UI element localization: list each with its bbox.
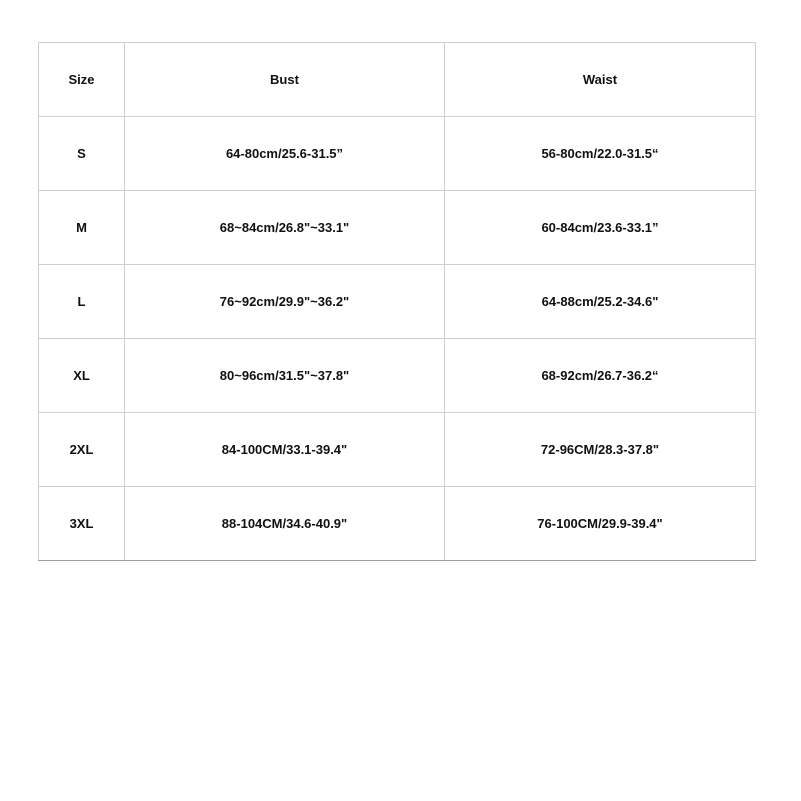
bust-cell: 84-100CM/33.1-39.4": [125, 413, 445, 487]
waist-cell: 76-100CM/29.9-39.4": [445, 487, 756, 561]
waist-cell: 64-88cm/25.2-34.6": [445, 265, 756, 339]
bust-cell: 80~96cm/31.5"~37.8": [125, 339, 445, 413]
header-size: Size: [39, 43, 125, 117]
bust-cell: 88-104CM/34.6-40.9": [125, 487, 445, 561]
size-cell: 3XL: [39, 487, 125, 561]
waist-cell: 72-96CM/28.3-37.8": [445, 413, 756, 487]
size-cell: 2XL: [39, 413, 125, 487]
waist-cell: 56-80cm/22.0-31.5“: [445, 117, 756, 191]
waist-cell: 60-84cm/23.6-33.1”: [445, 191, 756, 265]
bust-cell: 68~84cm/26.8"~33.1": [125, 191, 445, 265]
header-bust: Bust: [125, 43, 445, 117]
size-cell: XL: [39, 339, 125, 413]
table-row: [39, 413, 756, 487]
table-row: [39, 191, 756, 265]
waist-cell: 68-92cm/26.7-36.2“: [445, 339, 756, 413]
table-row: [39, 487, 756, 561]
table-row: [39, 117, 756, 191]
table-header-row: [39, 43, 756, 117]
size-chart-table: [38, 42, 756, 561]
bust-cell: 64-80cm/25.6-31.5”: [125, 117, 445, 191]
size-cell: M: [39, 191, 125, 265]
table-row: [39, 339, 756, 413]
header-waist: Waist: [445, 43, 756, 117]
bust-cell: 76~92cm/29.9"~36.2": [125, 265, 445, 339]
table-row: [39, 265, 756, 339]
size-cell: L: [39, 265, 125, 339]
size-cell: S: [39, 117, 125, 191]
